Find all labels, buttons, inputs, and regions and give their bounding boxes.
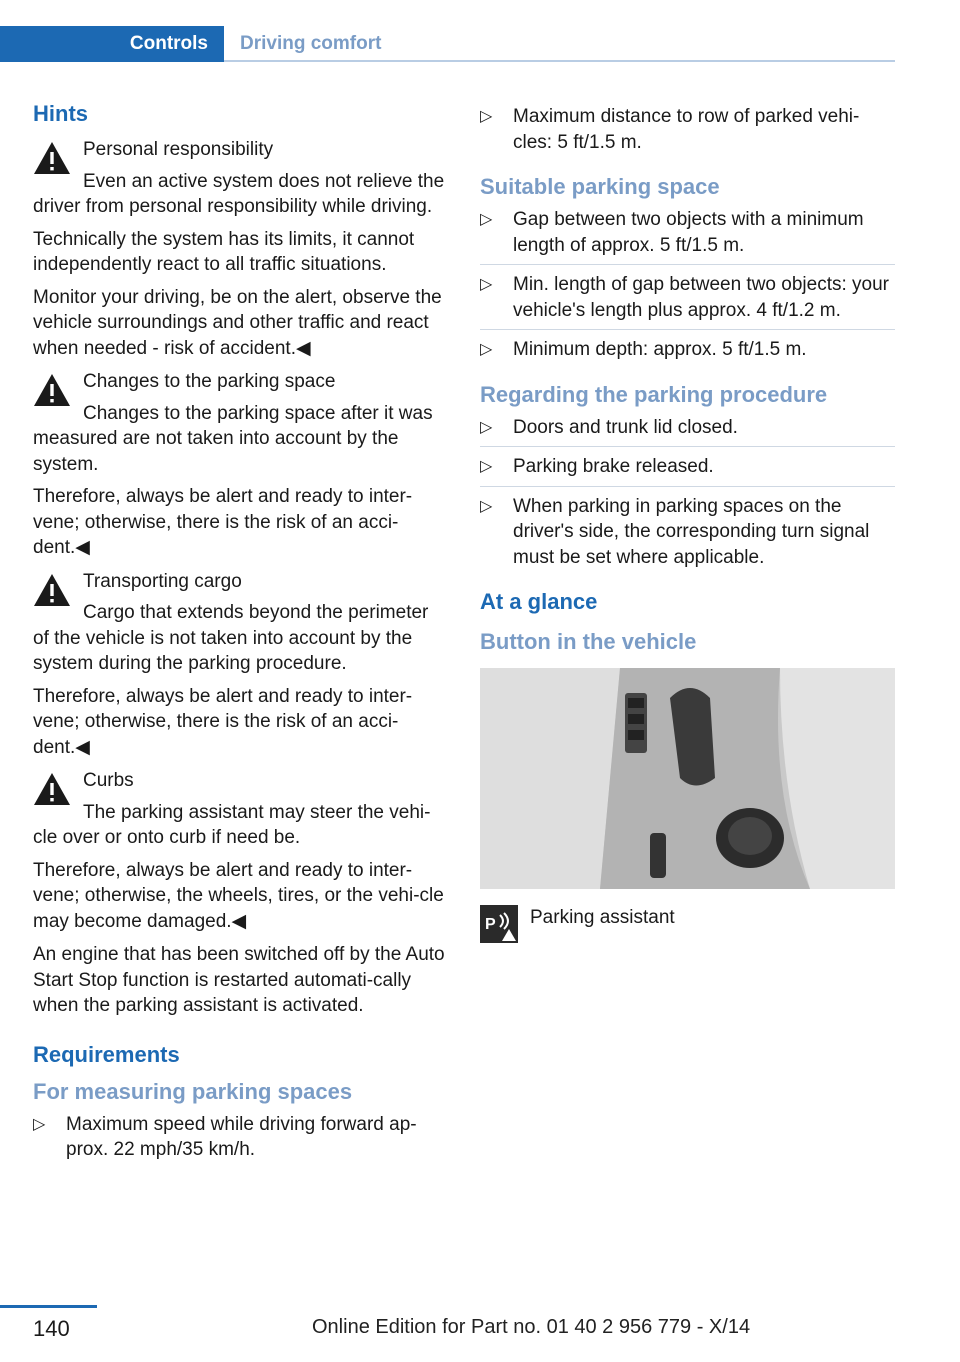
bullet-triangle-icon: ▷ [480, 497, 493, 515]
warning-icon [33, 373, 71, 407]
list-item-text: Doors and trunk lid closed. [513, 416, 738, 438]
button-heading: Button in the vehicle [480, 629, 697, 654]
bullet-triangle-icon: ▷ [480, 276, 493, 293]
warning-block [33, 768, 449, 934]
warning-text: Cargo that extends beyond the perimeter of the vehicle is not taken into account by the system during the parking procedure. [33, 602, 429, 674]
page-number: 140 [33, 1316, 70, 1341]
glance-heading: At a glance [480, 589, 598, 614]
list-item [480, 454, 895, 487]
chapter-tab[interactable]: Controls [0, 26, 224, 62]
hints-heading: Hints [33, 101, 88, 126]
warnings-list [33, 137, 449, 934]
bullet-triangle-icon: ▷ [33, 1115, 46, 1133]
warning-block [33, 369, 449, 561]
bullet-triangle-icon: ▷ [480, 108, 493, 125]
warning-title: Transporting cargo [83, 570, 242, 592]
list-item-text: Maximum speed while driving forward ap‐prox. 22 mph/35 km/h. [66, 1113, 417, 1160]
warning-paragraph: Therefore, always be alert and ready to inter‐vene; otherwise, there is the risk of an acci‐dent.◀ [33, 685, 413, 758]
header-rule [224, 60, 895, 62]
edition-note: Online Edition for Part no. 01 40 2 956 779 - X/14 [312, 1316, 751, 1338]
engine-note: An engine that has been switched off by the Auto Start Stop function is restarted automati‐cally when the parking assistant is activated. [33, 944, 445, 1016]
section-tab[interactable]: Driving comfort [240, 33, 382, 54]
warning-title: Personal responsibility [83, 139, 274, 160]
warning-icon [33, 573, 71, 607]
list-item-text: Minimum depth: approx. 5 ft/1.5 m. [513, 339, 807, 360]
warning-block [33, 569, 449, 761]
suitable-list [480, 207, 895, 369]
list-item [480, 272, 895, 330]
list-item [480, 494, 895, 577]
bullet-triangle-icon: ▷ [480, 211, 493, 228]
warning-title: Curbs [83, 770, 134, 791]
measuring-list [33, 1112, 449, 1169]
warning-text: Even an active system does not relieve the driver from personal responsibility while driving. [33, 170, 445, 217]
warning-paragraph: Therefore, always be alert and ready to inter‐vene; otherwise, there is the risk of an acci‐dent.◀ [33, 486, 413, 558]
svg-text:P: P [485, 916, 496, 933]
procedure-heading: Regarding the parking procedure [480, 381, 828, 407]
list-item [480, 415, 895, 448]
list-item [480, 104, 895, 161]
left-column [33, 100, 449, 1181]
page-header [0, 0, 895, 62]
list-item-text: Gap between two objects with a minimum length of approx. 5 ft/1.5 m. [513, 209, 864, 256]
warning-paragraph: Technically the system has its limits, it cannot independently react to all traffic situations. [33, 228, 415, 275]
warning-title: Changes to the parking space [83, 371, 336, 392]
right-column [480, 104, 895, 955]
parking-assistant-icon[interactable] [480, 905, 518, 943]
list-item-text: When parking in parking spaces on the driver's side, the corresponding turn signal must be set where applicable. [513, 495, 870, 568]
measuring-heading: For measuring parking spaces [33, 1078, 353, 1104]
bullet-triangle-icon: ▷ [480, 418, 493, 436]
parking-assistant-label: Parking assistant [530, 907, 675, 928]
warning-block [33, 137, 449, 361]
bullet-triangle-icon: ▷ [480, 458, 493, 475]
procedure-list [480, 415, 895, 577]
warning-icon [33, 772, 71, 806]
list-item [480, 207, 895, 265]
list-item [33, 1112, 449, 1169]
button-row [480, 905, 895, 955]
warning-text: Changes to the parking space after it was measured are not taken into account by the system. [33, 402, 433, 475]
center-console-photo [480, 668, 895, 889]
list-item-text: Min. length of gap between two objects: your vehicle's length plus approx. 4 ft/1.2 m. [513, 274, 890, 321]
warning-icon [33, 141, 71, 175]
requirements-heading: Requirements [33, 1041, 180, 1067]
bullet-triangle-icon: ▷ [480, 341, 493, 358]
list-item [480, 337, 895, 369]
list-item-text: Parking brake released. [513, 456, 714, 477]
warning-text: The parking assistant may steer the vehi‐cle over or onto curb if need be. [33, 801, 431, 848]
suitable-heading: Suitable parking space [480, 174, 720, 199]
footer-rule [0, 1305, 97, 1308]
warning-paragraph: Therefore, always be alert and ready to inter‐vene; otherwise, the wheels, tires, or the vehi‐cle may become damaged.◀ [33, 859, 444, 932]
measuring-list-continued [480, 104, 895, 161]
list-item-text: Maximum distance to row of parked vehi‐cles: 5 ft/1.5 m. [513, 106, 860, 153]
warning-paragraph: Monitor your driving, be on the alert, observe the vehicle surroundings and other traffic and react when needed - risk of accident.◀ [33, 286, 442, 359]
